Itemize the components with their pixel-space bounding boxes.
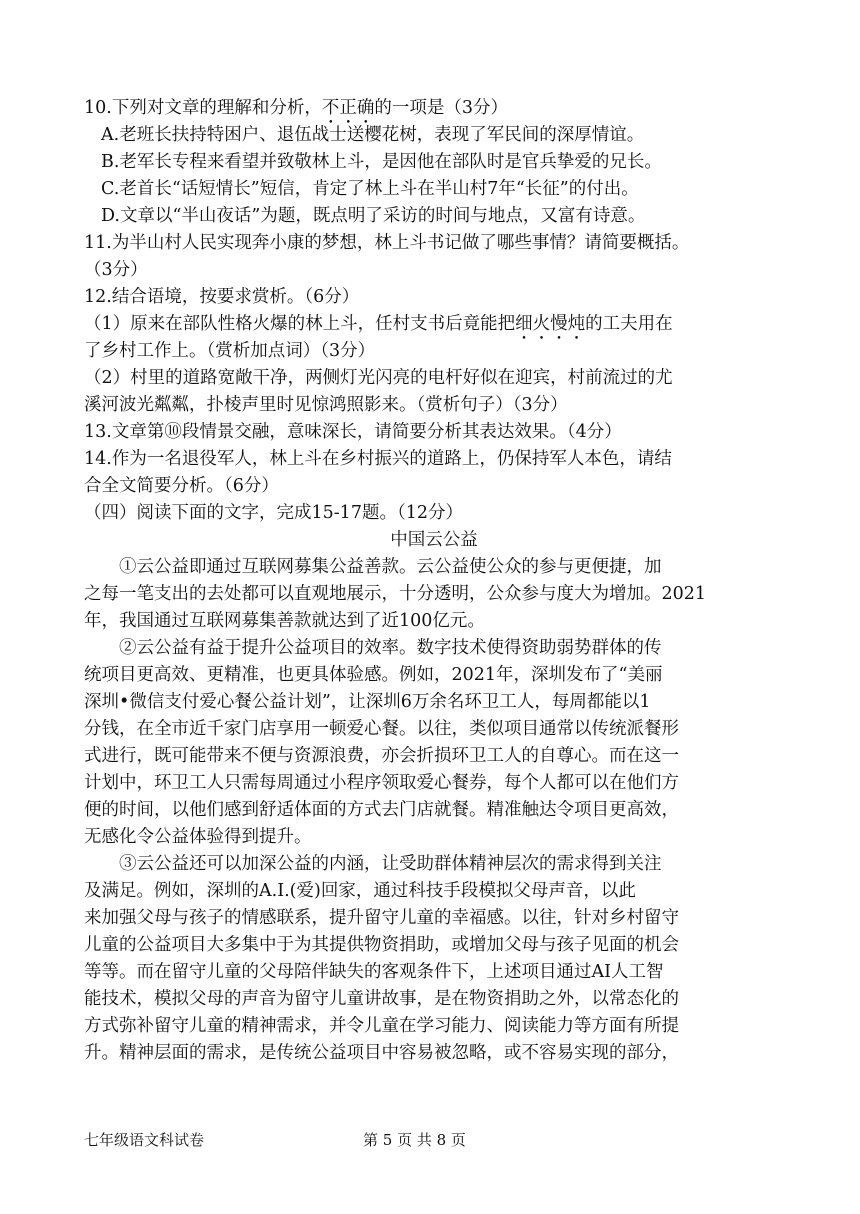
q12-part1-line2: 了乡村工作上。（赏析加点词）（3分） — [84, 341, 376, 361]
q12-part2-line2: 溪河波光粼粼，扑棱声里时见惊鸿照影来。（赏析句子）（3分） — [84, 395, 568, 415]
para2-line5: 式进行，既可能带来不便与资源浪费，亦会折损环卫工人的自尊心。而在这一 — [84, 746, 679, 766]
para2-line2: 统项目更高效、更精准，也更具体验感。例如，2021年，深圳发布了“美丽 — [84, 665, 663, 685]
q10-stem: 10.下列对文章的理解和分析，不正确的一项是（3分） — [84, 98, 508, 118]
para3-line6: 能技术，模拟父母的声音为留守儿童讲故事，是在物资捐助之外，以常态化的 — [84, 989, 679, 1009]
q10-option-d: D.文章以“半山夜话”为题，既点明了采访的时间与地点，又富有诗意。 — [101, 206, 646, 226]
para2-line1: ②云公益有益于提升公益项目的效率。数字技术使得资助弱势群体的传 — [119, 638, 662, 658]
para3-line1: ③云公益还可以加深公益的内涵，让受助群体精神层次的需求得到关注 — [119, 854, 662, 874]
para3-line3: 来加强父母与孩子的情感联系，提升留守儿童的幸福感。以往，针对乡村留守 — [84, 908, 679, 928]
para2-line8: 无感化令公益体验得到提升。 — [84, 827, 312, 847]
para3-line5: 等等。而在留守儿童的父母陪伴缺失的客观条件下，上述项目通过AI人工智 — [84, 962, 664, 982]
q12-part2-line1: （2）村里的道路宽敞干净，两侧灯光闪亮的电杆好似在迎宾，村前流过的尤 — [84, 368, 673, 388]
q12-part1-line1: （1）原来在部队性格火爆的林上斗，任村支书后竟能把细火慢炖的工夫用在 — [84, 314, 673, 334]
para3-line7: 方式弥补留守儿童的精神需求，并令儿童在学习能力、阅读能力等方面有所提 — [84, 1016, 679, 1036]
article-title: 中国云公益 — [390, 530, 478, 550]
section4-heading: （四）阅读下面的文字，完成15-17题。（12分） — [84, 503, 463, 523]
para2-line6: 计划中，环卫工人只需每周通过小程序领取爱心餐券，每个人都可以在他们方 — [84, 773, 679, 793]
footer-page-number: 第 5 页 共 8 页 — [363, 1131, 466, 1149]
para2-line7: 便的时间，以他们感到舒适体面的方式去门店就餐。精准触达令项目更高效， — [84, 800, 679, 820]
q14-line2: 合全文简要分析。（6分） — [84, 476, 279, 496]
para1-line2: 之每一笔支出的去处都可以直观地展示，十分透明，公众参与度大为增加。2021 — [84, 584, 707, 604]
q11-line2: （3分） — [84, 260, 148, 280]
q10-option-a: A.老班长扶持特困户、退伍战士送樱花树，表现了军民间的深厚情谊。 — [101, 125, 645, 145]
para3-line8: 升。精神层面的需求，是传统公益项目中容易被忽略，或不容易实现的部分， — [84, 1043, 679, 1063]
footer-exam-name: 七年级语文科试卷 — [84, 1131, 205, 1149]
q14-line1: 14.作为一名退役军人，林上斗在乡村振兴的道路上，仍保持军人本色，请结 — [84, 449, 672, 469]
para1-line3: 年，我国通过互联网募集善款就达到了近100亿元。 — [84, 611, 485, 631]
para3-line4: 儿童的公益项目大多集中于为其提供物资捐助，或增加父母与孩子见面的机会 — [84, 935, 679, 955]
para3-line2: 及满足。例如，深圳的A.I.(爱)回家，通过科技手段模拟父母声音，以此 — [84, 881, 636, 901]
q12-heading: 12.结合语境，按要求赏析。（6分） — [84, 287, 360, 307]
para1-line1: ①云公益即通过互联网募集公益善款。云公益使公众的参与更便捷，加 — [119, 557, 662, 577]
q10-option-b: B.老军长专程来看望并致敬林上斗，是因他在部队时是官兵挚爱的兄长。 — [101, 152, 662, 172]
q10-option-c: C.老首长“话短情长”短信，肯定了林上斗在半山村7年“长征”的付出。 — [101, 179, 639, 199]
q11-line1: 11.为半山村人民实现奔小康的梦想，林上斗书记做了哪些事情？请简要概括。 — [84, 233, 690, 253]
q13: 13.文章第⑩段情景交融，意味深长，请简要分析其表达效果。（4分） — [84, 422, 622, 442]
para2-line4: 分钱，在全市近千家门店享用一顿爱心餐。以往，类似项目通常以传统派餐形 — [84, 719, 679, 739]
para2-line3: 深圳•微信支付爱心餐公益计划”，让深圳6万余名环卫工人，每周都能以1 — [84, 692, 651, 712]
